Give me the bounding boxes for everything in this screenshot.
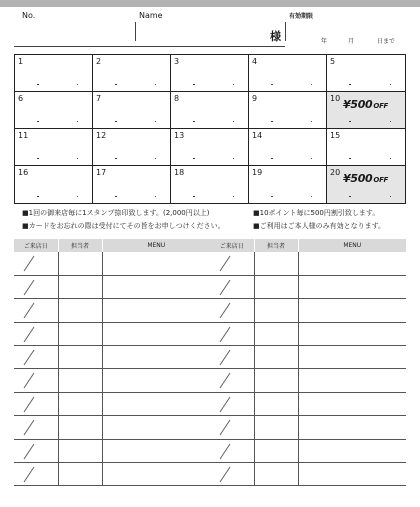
stamp-cell xyxy=(249,129,327,166)
stamp-cell xyxy=(249,166,327,203)
date-slash-icon xyxy=(217,279,233,296)
date-dot xyxy=(77,121,79,123)
date-slash-icon xyxy=(21,326,37,343)
date-dot xyxy=(77,196,79,198)
col-staff-header: 担当者 xyxy=(58,239,102,252)
table-row xyxy=(210,322,406,345)
date-slash-icon xyxy=(21,443,37,460)
staff-cell[interactable] xyxy=(58,346,102,369)
table-row xyxy=(210,416,406,439)
expiry-divider xyxy=(285,22,286,41)
date-slash-icon xyxy=(217,326,233,343)
stamp-cell-number: 10 xyxy=(330,94,341,103)
date-cell[interactable] xyxy=(14,252,58,275)
stamp-cell xyxy=(15,55,93,92)
stamp-cell xyxy=(171,92,249,129)
stamp-cell xyxy=(171,129,249,166)
date-dots xyxy=(115,121,156,123)
note-left-1: ■1回の御来店毎に1スタンプ捺印致します。(2,000円以上) xyxy=(22,209,210,217)
stamp-cell xyxy=(327,166,405,203)
stamp-cell-number: 19 xyxy=(252,168,263,177)
menu-cell[interactable] xyxy=(298,392,406,415)
date-dots xyxy=(115,84,156,86)
table-row xyxy=(210,369,406,392)
date-dots xyxy=(193,121,234,123)
stamp-cell xyxy=(249,92,327,129)
date-slash-icon xyxy=(21,279,37,296)
date-cell[interactable] xyxy=(210,439,254,462)
date-slash-icon xyxy=(21,349,37,366)
menu-cell[interactable] xyxy=(102,439,210,462)
date-slash-icon xyxy=(217,302,233,319)
date-dots xyxy=(37,84,78,86)
date-slash-icon xyxy=(21,419,37,436)
date-dots xyxy=(349,196,391,198)
stamp-cell-number: 2 xyxy=(96,57,102,66)
date-dots xyxy=(349,84,391,86)
col-staff-header: 担当者 xyxy=(254,239,298,252)
note-right-2: ■ご利用はご本人様のみ有効となります。 xyxy=(253,222,386,230)
menu-cell[interactable] xyxy=(298,299,406,322)
staff-cell[interactable] xyxy=(254,416,298,439)
col-menu-header: MENU xyxy=(102,239,210,252)
date-dot xyxy=(349,121,351,123)
name-underline xyxy=(14,46,285,47)
date-cell[interactable] xyxy=(210,392,254,415)
table-row xyxy=(14,252,210,275)
stamp-cell xyxy=(327,55,405,92)
date-dot xyxy=(390,158,392,160)
date-dot xyxy=(155,196,157,198)
date-cell[interactable] xyxy=(14,322,58,345)
date-dot xyxy=(390,121,392,123)
date-dots xyxy=(37,158,78,160)
date-dot xyxy=(37,121,39,123)
date-slash-icon xyxy=(217,349,233,366)
date-dots xyxy=(271,84,312,86)
bonus-amount: ¥500 xyxy=(343,172,373,185)
date-dot xyxy=(193,196,195,198)
note-left-2: ■カードをお忘れの際は受付にてその旨をお申しつけください。 xyxy=(22,222,225,230)
date-dot xyxy=(155,158,157,160)
date-dots xyxy=(115,158,156,160)
date-slash-icon xyxy=(217,372,233,389)
date-dots xyxy=(193,158,234,160)
date-dot xyxy=(77,158,79,160)
date-dot xyxy=(233,196,235,198)
date-slash-icon xyxy=(21,302,37,319)
bonus-amount: ¥500 xyxy=(343,98,373,111)
table-row xyxy=(210,252,406,275)
menu-cell[interactable] xyxy=(102,369,210,392)
stamp-cell xyxy=(15,166,93,203)
staff-cell[interactable] xyxy=(254,439,298,462)
staff-cell[interactable] xyxy=(58,252,102,275)
visit-log-left xyxy=(14,239,210,486)
date-slash-icon xyxy=(217,419,233,436)
note-right-1: ■10ポイント毎に500円割引致します。 xyxy=(253,209,380,217)
staff-cell[interactable] xyxy=(254,463,298,486)
staff-cell[interactable] xyxy=(254,299,298,322)
staff-cell[interactable] xyxy=(58,275,102,298)
stamp-cell xyxy=(15,129,93,166)
table-row xyxy=(14,439,210,462)
date-dot xyxy=(349,84,351,86)
menu-cell[interactable] xyxy=(298,416,406,439)
staff-cell[interactable] xyxy=(254,369,298,392)
menu-cell[interactable] xyxy=(298,463,406,486)
date-dot xyxy=(155,121,157,123)
bonus-off: OFF xyxy=(373,102,389,110)
staff-cell[interactable] xyxy=(254,322,298,345)
date-dots xyxy=(193,196,234,198)
stamp-cell xyxy=(93,166,171,203)
date-cell[interactable] xyxy=(14,369,58,392)
menu-cell[interactable] xyxy=(298,346,406,369)
date-dot xyxy=(311,121,313,123)
date-dot xyxy=(233,158,235,160)
stamp-cell-number: 9 xyxy=(252,94,258,103)
table-row xyxy=(210,275,406,298)
date-dot xyxy=(193,158,195,160)
date-dot xyxy=(349,158,351,160)
date-dots xyxy=(271,158,312,160)
stamp-cell xyxy=(249,55,327,92)
staff-cell[interactable] xyxy=(58,392,102,415)
stamp-cell-number: 15 xyxy=(330,131,341,140)
date-dot xyxy=(37,158,39,160)
date-dots xyxy=(37,196,78,198)
stamp-cell-number: 7 xyxy=(96,94,102,103)
staff-cell[interactable] xyxy=(254,275,298,298)
date-cell[interactable] xyxy=(210,346,254,369)
stamp-cell xyxy=(93,55,171,92)
date-dot xyxy=(193,84,195,86)
stamp-cell-number: 3 xyxy=(174,57,180,66)
date-cell[interactable] xyxy=(14,275,58,298)
table-row xyxy=(14,369,210,392)
date-dot xyxy=(311,84,313,86)
stamp-cell xyxy=(327,129,405,166)
date-dot xyxy=(271,121,273,123)
col-date-header: ご来店日 xyxy=(14,239,58,252)
table-row xyxy=(210,392,406,415)
date-cell[interactable] xyxy=(210,322,254,345)
date-cell[interactable] xyxy=(210,416,254,439)
date-cell[interactable] xyxy=(14,439,58,462)
staff-cell[interactable] xyxy=(58,463,102,486)
menu-cell[interactable] xyxy=(102,252,210,275)
stamp-cell-number: 14 xyxy=(252,131,263,140)
date-dots xyxy=(271,196,312,198)
date-cell[interactable] xyxy=(210,299,254,322)
stamp-cell xyxy=(93,92,171,129)
table-row xyxy=(14,463,210,486)
date-dot xyxy=(115,121,117,123)
date-dot xyxy=(271,158,273,160)
table-row xyxy=(14,416,210,439)
date-dot xyxy=(311,158,313,160)
date-dot xyxy=(349,196,351,198)
date-dot xyxy=(193,121,195,123)
staff-cell[interactable] xyxy=(254,252,298,275)
date-cell[interactable] xyxy=(14,392,58,415)
menu-cell[interactable] xyxy=(102,416,210,439)
date-dots xyxy=(271,121,312,123)
date-dot xyxy=(77,84,79,86)
menu-cell[interactable] xyxy=(298,252,406,275)
stamp-cell-number: 6 xyxy=(18,94,24,103)
date-cell[interactable] xyxy=(14,299,58,322)
stamp-cell xyxy=(171,55,249,92)
name-divider xyxy=(135,22,136,41)
expiry-label: 有効期限 xyxy=(289,13,314,20)
date-dot xyxy=(37,84,39,86)
stamp-cell xyxy=(171,166,249,203)
table-row xyxy=(14,346,210,369)
date-dot xyxy=(115,158,117,160)
stamp-cell-number: 5 xyxy=(330,57,336,66)
stamp-cell-number: 8 xyxy=(174,94,180,103)
menu-cell[interactable] xyxy=(298,369,406,392)
staff-cell[interactable] xyxy=(58,369,102,392)
menu-cell[interactable] xyxy=(298,439,406,462)
staff-cell[interactable] xyxy=(254,392,298,415)
stamp-cell-number: 4 xyxy=(252,57,258,66)
table-row xyxy=(14,275,210,298)
date-dots xyxy=(115,196,156,198)
stamp-cell-number: 13 xyxy=(174,131,185,140)
table-row xyxy=(210,346,406,369)
staff-cell[interactable] xyxy=(254,346,298,369)
menu-cell[interactable] xyxy=(298,322,406,345)
staff-cell[interactable] xyxy=(58,416,102,439)
col-menu-header: MENU xyxy=(298,239,406,252)
stamp-cell xyxy=(15,92,93,129)
bonus-discount xyxy=(343,172,388,185)
stamp-cell xyxy=(93,129,171,166)
name-label: Name xyxy=(139,11,163,20)
date-dots xyxy=(193,84,234,86)
sama-label: 様 xyxy=(270,30,281,43)
staff-cell[interactable] xyxy=(58,299,102,322)
table-row xyxy=(210,463,406,486)
date-dot xyxy=(115,196,117,198)
table-row xyxy=(210,299,406,322)
bonus-discount xyxy=(343,98,388,111)
stamp-cell-number: 16 xyxy=(18,168,29,177)
date-dot xyxy=(390,196,392,198)
col-date-header: ご来店日 xyxy=(210,239,254,252)
menu-cell[interactable] xyxy=(102,346,210,369)
date-dots xyxy=(349,121,391,123)
date-dot xyxy=(390,84,392,86)
no-label: No. xyxy=(22,11,36,20)
date-dot xyxy=(37,196,39,198)
table-row xyxy=(14,299,210,322)
date-cell[interactable] xyxy=(210,369,254,392)
table-row xyxy=(14,392,210,415)
menu-cell[interactable] xyxy=(298,275,406,298)
stamp-cell-number: 1 xyxy=(18,57,24,66)
date-dot xyxy=(271,196,273,198)
date-dot xyxy=(155,84,157,86)
date-dot xyxy=(233,84,235,86)
date-dots xyxy=(37,121,78,123)
table-row xyxy=(14,322,210,345)
year-label: 年 xyxy=(321,38,328,45)
stamp-cell-number: 12 xyxy=(96,131,107,140)
stamp-cell-number: 20 xyxy=(330,168,341,177)
date-dot xyxy=(271,84,273,86)
date-dots xyxy=(349,158,391,160)
stamp-cell-number: 18 xyxy=(174,168,185,177)
date-slash-icon xyxy=(21,396,37,413)
menu-cell[interactable] xyxy=(102,392,210,415)
date-slash-icon xyxy=(217,255,233,272)
date-cell[interactable] xyxy=(210,252,254,275)
date-dot xyxy=(311,196,313,198)
date-cell[interactable] xyxy=(14,416,58,439)
menu-cell[interactable] xyxy=(102,275,210,298)
date-cell[interactable] xyxy=(210,275,254,298)
date-slash-icon xyxy=(21,466,37,483)
date-slash-icon xyxy=(217,466,233,483)
table-row xyxy=(210,439,406,462)
menu-cell[interactable] xyxy=(102,322,210,345)
bonus-off: OFF xyxy=(373,176,389,184)
top-bar xyxy=(0,0,420,7)
date-cell[interactable] xyxy=(210,463,254,486)
until-label: 日まで xyxy=(377,38,396,45)
staff-cell[interactable] xyxy=(58,439,102,462)
date-cell[interactable] xyxy=(14,463,58,486)
visit-log-right xyxy=(210,239,406,486)
date-slash-icon xyxy=(21,255,37,272)
menu-cell[interactable] xyxy=(102,299,210,322)
stamp-cell-number: 11 xyxy=(18,131,29,140)
staff-cell[interactable] xyxy=(58,322,102,345)
date-slash-icon xyxy=(21,372,37,389)
menu-cell[interactable] xyxy=(102,463,210,486)
stamp-cell-number: 17 xyxy=(96,168,107,177)
date-slash-icon xyxy=(217,443,233,460)
date-dot xyxy=(115,84,117,86)
month-label: 月 xyxy=(348,38,355,45)
date-cell[interactable] xyxy=(14,346,58,369)
stamp-cell xyxy=(327,92,405,129)
date-dot xyxy=(233,121,235,123)
stamp-grid xyxy=(14,54,406,204)
date-slash-icon xyxy=(217,396,233,413)
